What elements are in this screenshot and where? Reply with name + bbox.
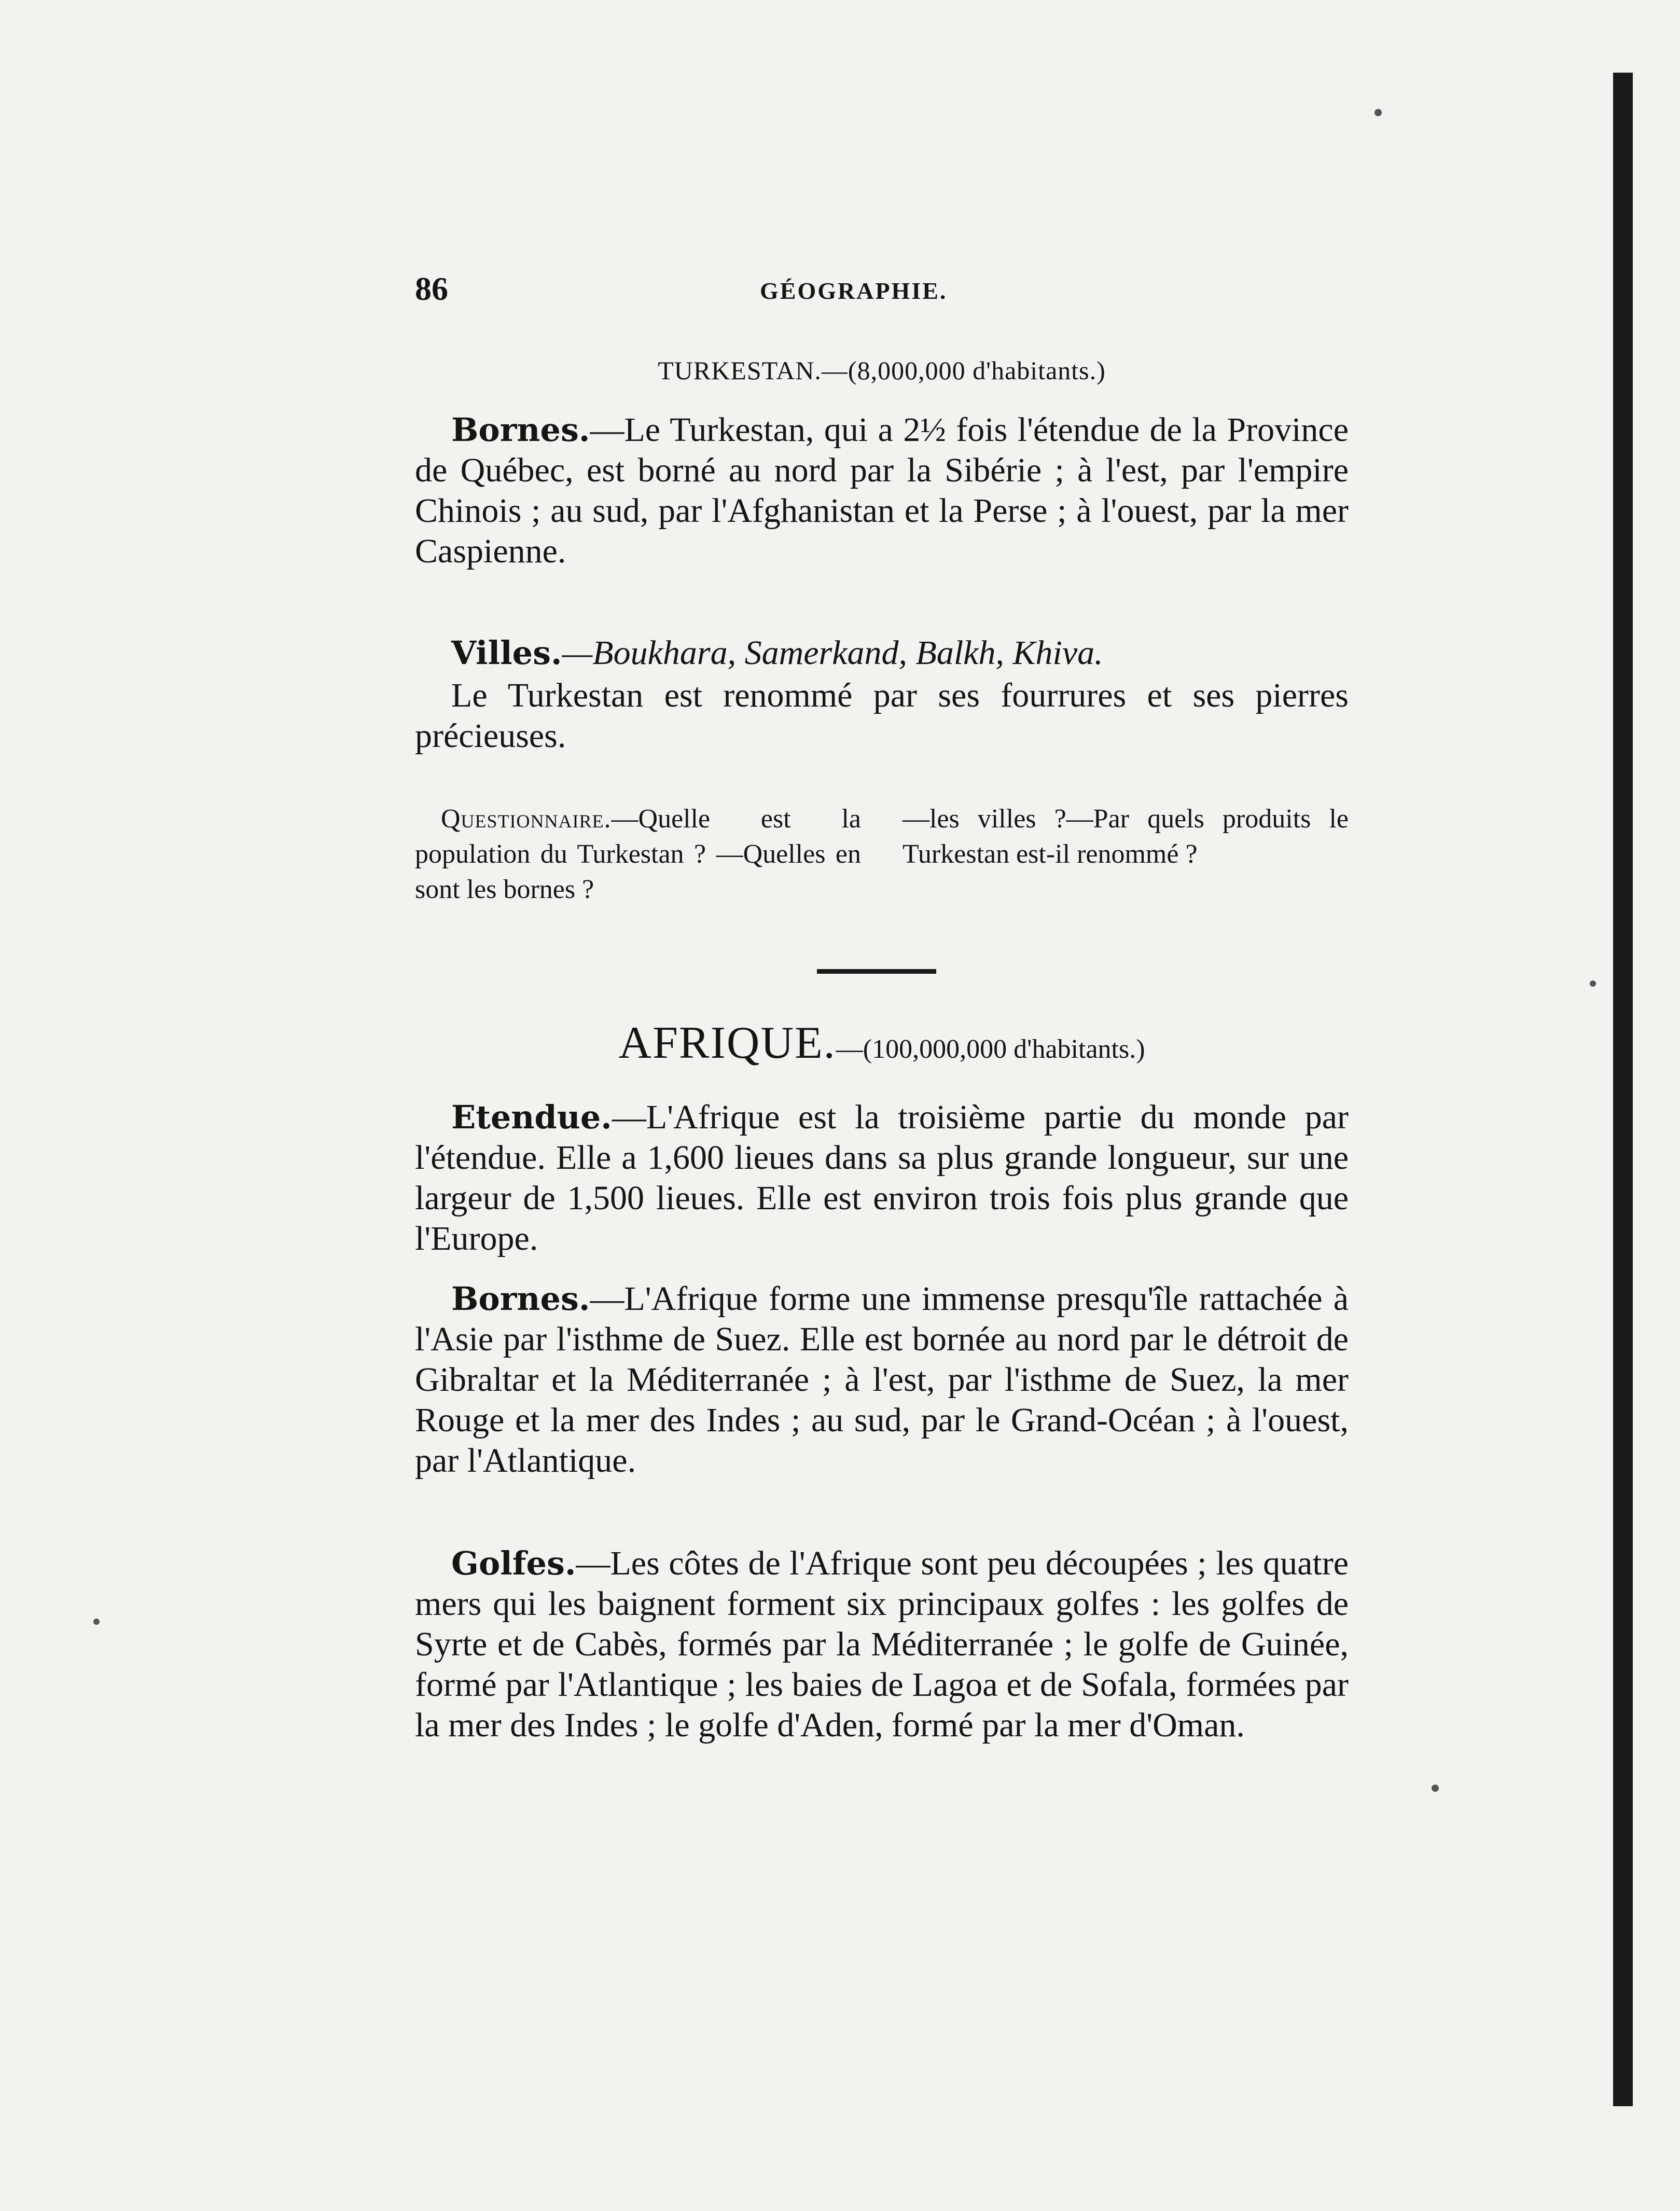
etendue-text: —L'Afrique est la troisième partie du monde par l'étendue. Elle a 1,600 lieues dans sa plus grande longueur, sur une largeur de 1,500 lieues. Elle est environ trois fois plus grande que l'Europe. [415, 1098, 1349, 1257]
ink-speck [93, 1619, 100, 1625]
afrique-population: —(100,000,000 d'habitants.) [836, 1034, 1145, 1064]
running-header [415, 270, 1027, 311]
page-binding-edge [1613, 73, 1633, 2106]
bornes-label: Bornes. [451, 411, 590, 449]
bornes-text: —Le Turkestan, qui a 2½ fois l'étendue de la Province de Québec, est borné au nord par la Sibérie ; à l'est, par l'empire Chinois ; au sud, par l'Afghanistan et la Perse ; à l'ouest, par la mer Caspienne. [415, 411, 1349, 570]
afrique-bornes-text: —L'Afrique forme une immense presqu'île rattachée à l'Asie par l'isthme de Suez. Elle est bornée au nord par le détroit de Gibraltar et la Méditerranée ; à l'est, par l'isthme de Suez, la mer Rouge et la mer des Indes ; au sud, par le Grand-Océan ; à l'ouest, par l'Atlantique. [415, 1280, 1349, 1480]
villes-text: —Boukhara, Samerkand, Balkh, Khiva. [562, 634, 1103, 672]
afrique-golfes-paragraph [415, 1543, 1349, 1746]
turkestan-bornes-paragraph [415, 410, 1349, 572]
etendue-label: Etendue. [451, 1098, 612, 1136]
running-title: GÉOGRAPHIE. [760, 278, 948, 304]
turkestan-note-paragraph: Le Turkestan est renommé par ses fourrures et ses pierres précieuses. [415, 676, 1349, 755]
turkestan-heading: TURKESTAN.—(8,000,000 d'habitants.) [658, 356, 1106, 385]
questionnaire [415, 802, 1349, 907]
turkestan-villes-paragraph [415, 633, 1349, 673]
questionnaire-col-1 [415, 802, 861, 907]
page-number: 86 [415, 270, 448, 307]
ink-speck [1374, 109, 1382, 116]
golfes-label: Golfes. [451, 1544, 576, 1582]
villes-label: Villes. [451, 634, 562, 672]
questionnaire-col-1-text: —Quelle est la population du Turkestan ? —Quelles en sont les bornes ? [415, 804, 861, 904]
afrique-bornes-paragraph [415, 1279, 1349, 1481]
section-divider [817, 969, 936, 974]
afrique-heading [415, 1017, 1349, 1069]
afrique-etendue-paragraph [415, 1097, 1349, 1259]
questionnaire-col-2: —les villes ?—Par quels produits le Turkestan est-il renommé ? [903, 804, 1349, 869]
questionnaire-label: Questionnaire. [441, 804, 612, 834]
ink-speck [1590, 980, 1596, 987]
golfes-text: —Les côtes de l'Afrique sont peu découpées ; les quatre mers qui les baignent forment six principaux golfes : les golfes de Syrte et de Cabès, formés par la Méditerranée ; le golfe de Guinée, formé par l'Atlantique ; les baies de Lagoa et de Sofala, formées par la mer des Indes ; le golfe d'Aden, formé par la mer d'Oman. [415, 1544, 1349, 1744]
afrique-bornes-label: Bornes. [451, 1280, 590, 1318]
ink-speck [1432, 1785, 1439, 1792]
afrique-title: AFRIQUE. [618, 1018, 836, 1068]
